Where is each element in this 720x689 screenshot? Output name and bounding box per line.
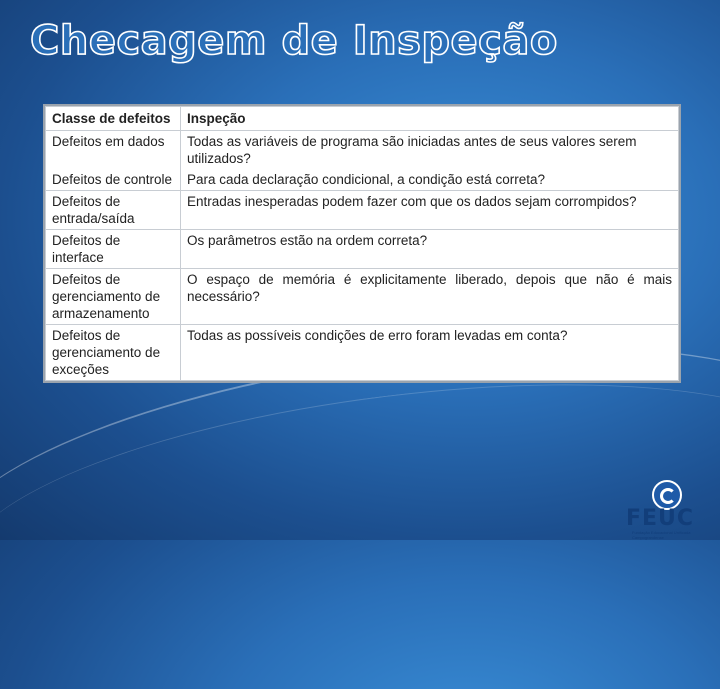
feuc-logo: [622, 480, 712, 540]
header-inspecao: Inspeção: [181, 107, 679, 131]
cell-classe: Defeitos de entrada/saída: [46, 191, 181, 230]
table-row: [46, 230, 679, 269]
table-row: [46, 325, 679, 381]
cell-inspecao: Para cada declaração condicional, a condição está correta?: [181, 169, 679, 191]
table-row: [46, 191, 679, 230]
table-row: [46, 131, 679, 170]
inspection-table: [43, 104, 681, 383]
slide-title: Checagem de Inspeção: [30, 18, 558, 64]
cell-inspecao: O espaço de memória é explicitamente liberado, depois que não é mais necessário?: [181, 269, 679, 325]
table-row: [46, 269, 679, 325]
header-classe: Classe de defeitos: [46, 107, 181, 131]
cell-inspecao: Entradas inesperadas podem fazer com que os dados sejam corrompidos?: [181, 191, 679, 230]
logo-text: FEUC: [626, 506, 695, 531]
table-header-row: [46, 107, 679, 131]
logo-subtitle: Fundação Educacional Unificada Campograndense: [632, 530, 691, 540]
cell-classe: Defeitos de gerenciamento de exceções: [46, 325, 181, 381]
cell-inspecao: Os parâmetros estão na ordem correta?: [181, 230, 679, 269]
cell-inspecao: Todas as possíveis condições de erro foram levadas em conta?: [181, 325, 679, 381]
cell-classe: Defeitos de controle: [46, 169, 181, 191]
cell-inspecao: Todas as variáveis de programa são iniciadas antes de seus valores serem utilizados?: [181, 131, 679, 170]
cell-classe: Defeitos de gerenciamento de armazenamento: [46, 269, 181, 325]
cell-classe: Defeitos de interface: [46, 230, 181, 269]
cell-classe: Defeitos em dados: [46, 131, 181, 170]
table-row: [46, 169, 679, 191]
